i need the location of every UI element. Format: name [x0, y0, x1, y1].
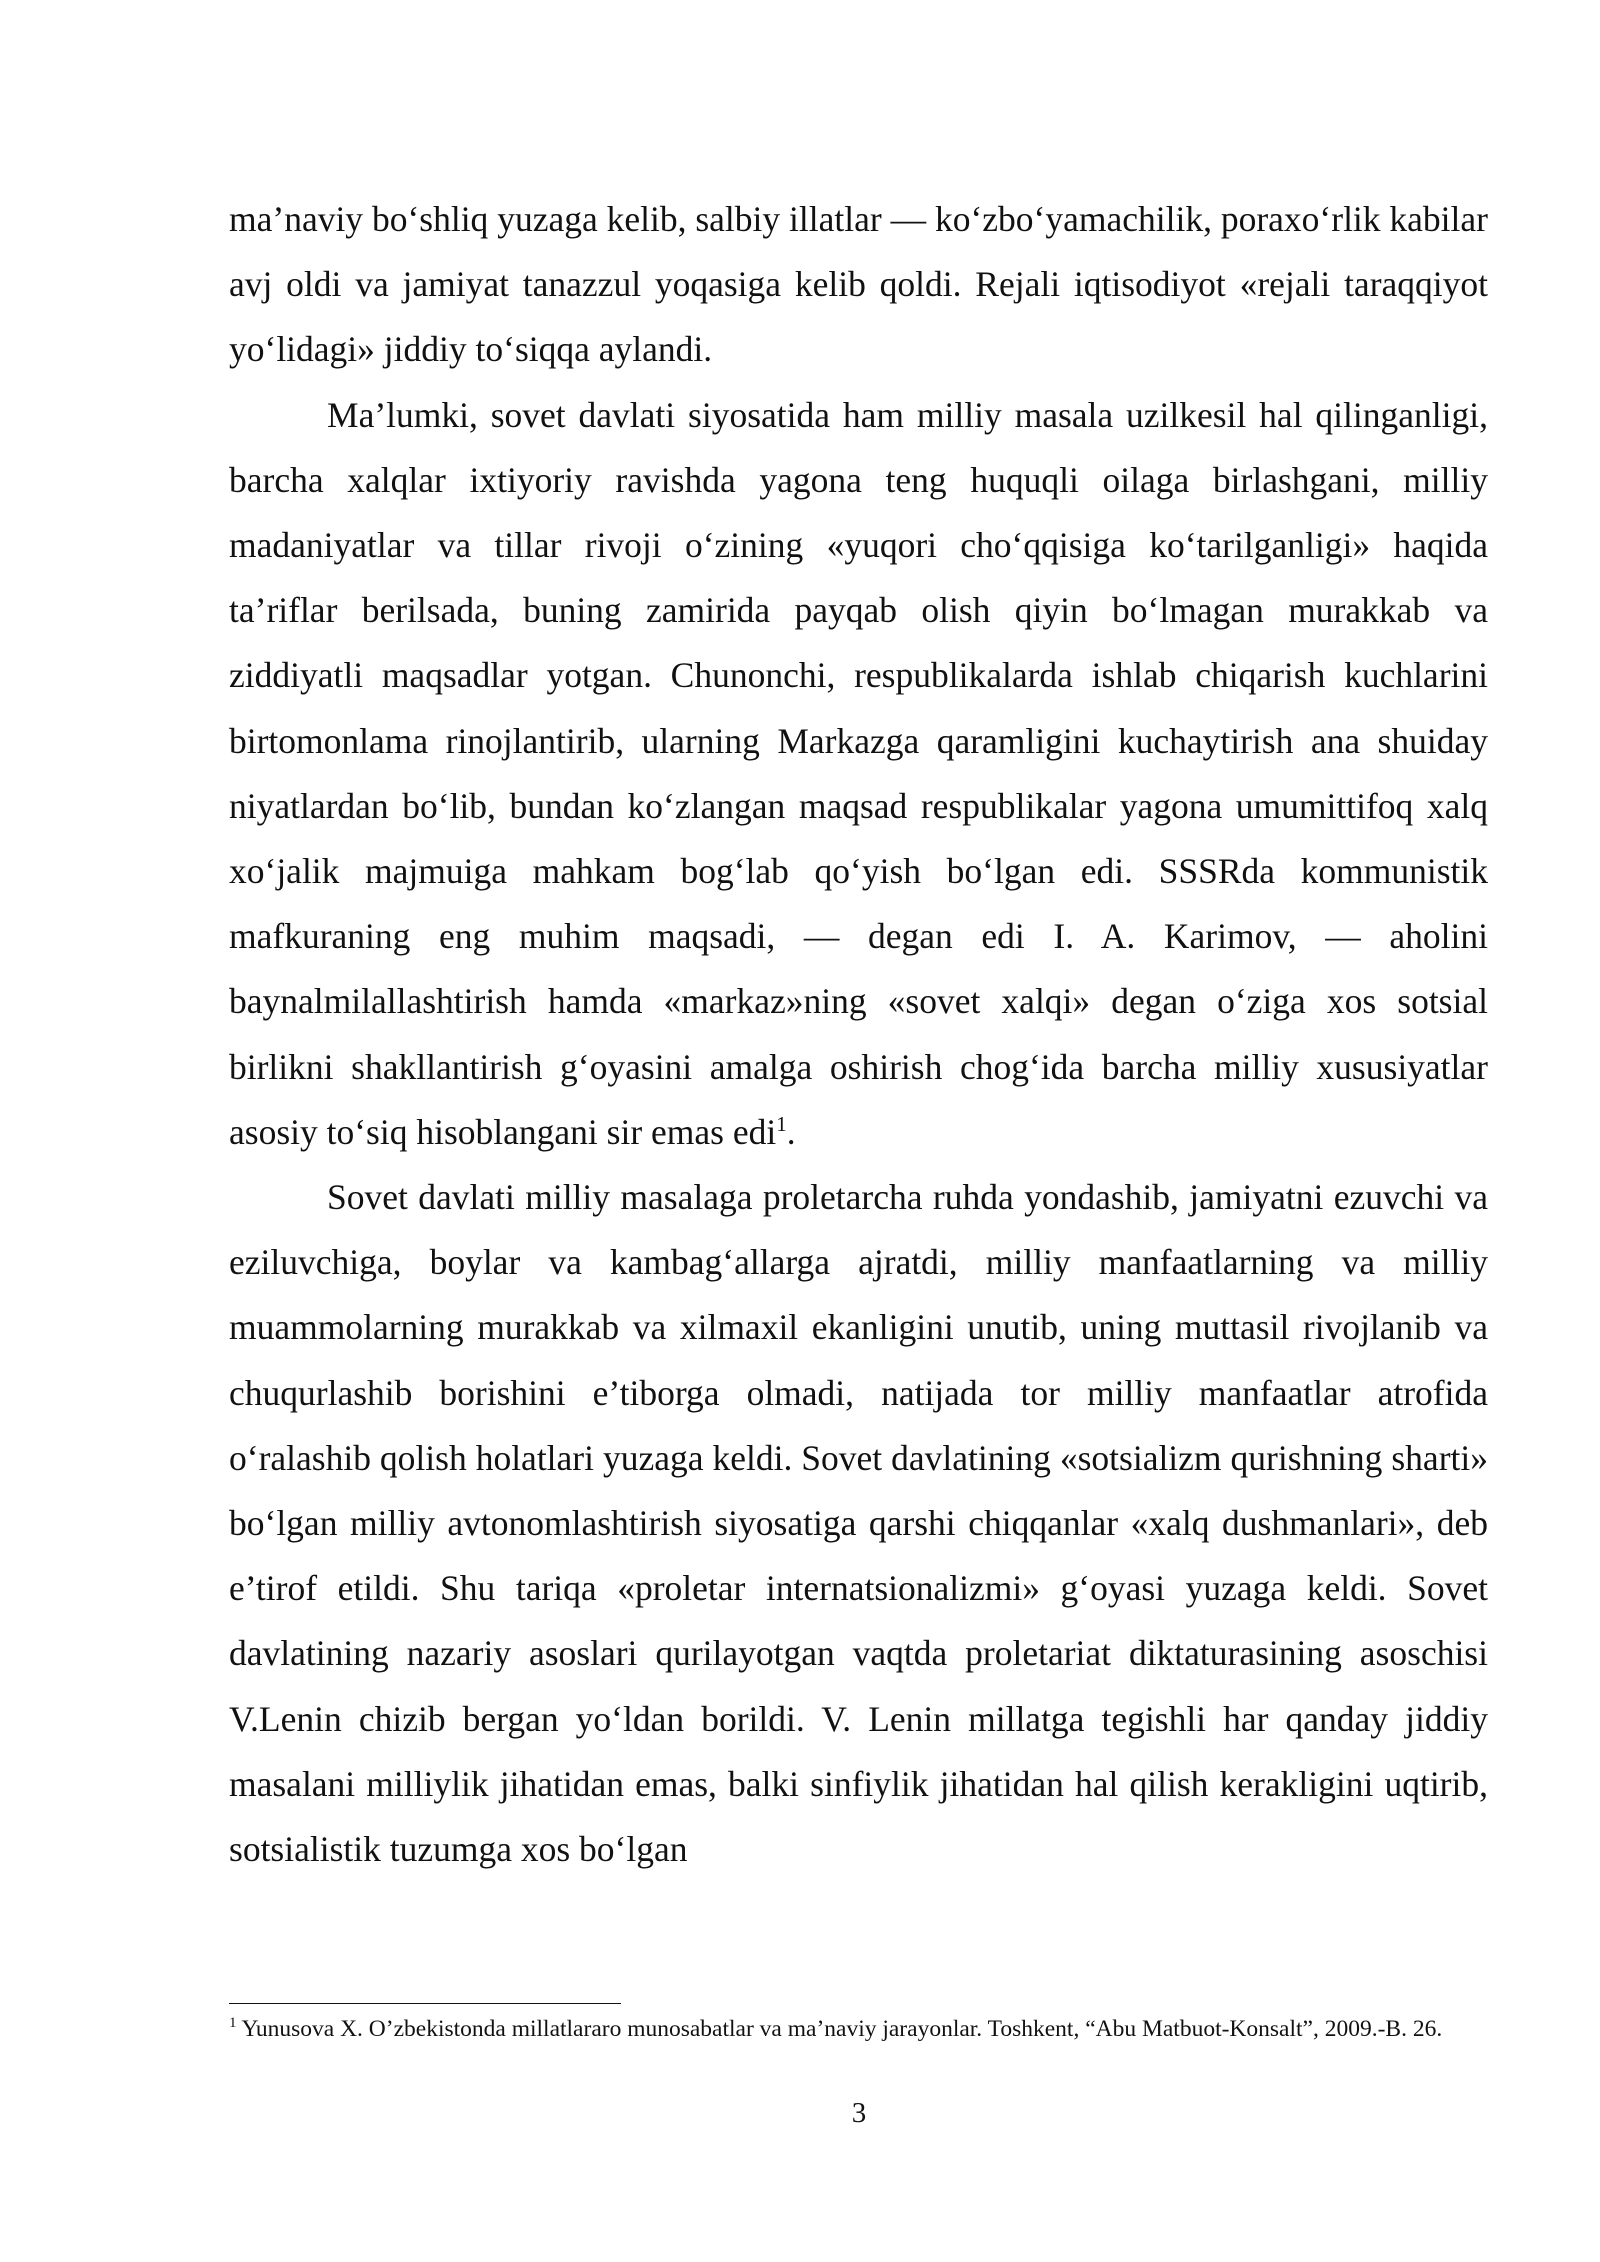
paragraph-1 — [229, 187, 1488, 383]
paragraph-2-tail: . — [786, 1111, 796, 1152]
paragraph-1-text: ma’naviy bo‘shliq yuzaga kelib, salbiy illatlar — ko‘zbo‘yamachilik, poraxo‘rlik kabilar avj oldi va jamiyat tanazzul yoqasiga kelib qoldi. Rejali iqtisodiyot «rejali taraqqiyot yo‘lidagi» jiddiy to‘siqqa aylandi. — [229, 199, 1488, 370]
footnote-marker: 1 — [229, 2015, 237, 2032]
body-text — [229, 187, 1488, 1882]
paragraph-2 — [229, 383, 1488, 1165]
paragraph-2-text: Ma’lumki, sovet davlati siyosatida ham milliy masala uzilkesil hal qilinganligi, barcha xalqlar ixtiyoriy ravishda yagona teng huquqli oilaga birlashgani, milliy madaniyatlar va tillar rivoji o‘zining «yuqori cho‘qqisiga ko‘tarilganligi» haqida ta’riflar berilsada, buning zamirida payqab olish qiyin bo‘lmagan murakkab va ziddiyatli maqsadlar yotgan. Chunonchi, respublikalarda ishlab chiqarish kuchlarini birtomonlama rinojlantirib, ularning Markazga qaramligini kuchaytirish ana shuiday niyatlardan bo‘lib, bundan ko‘zlangan maqsad respublikalar yagona umumittifoq xalq xo‘jalik majmuiga mahkam bog‘lab qo‘yish bo‘lgan edi. SSSRda kommunistik mafkuraning eng muhim maqsadi, — degan edi I. A. Karimov, — aholini baynalmilallashtirish hamda «markaz»ning «sovet xalqi» degan o‘ziga xos sotsial birlikni shakllantirish g‘oyasini amalga oshirish chog‘ida barcha milliy xususiyatlar asosiy to‘siq hisoblangani sir emas edi — [229, 394, 1488, 1152]
paragraph-3 — [229, 1165, 1488, 1882]
footnote — [229, 2014, 1488, 2044]
footnote-text: Yunusova X. O’zbekistonda millatlararo munosabatlar va ma’naviy jarayonlar. Toshkent, “Abu Matbuot-Konsalt”, 2009.-B. 26. — [236, 2016, 1443, 2042]
page-number: 3 — [851, 2097, 867, 2129]
paragraph-3-text: Sovet davlati milliy masalaga proletarcha ruhda yondashib, jamiyatni ezuvchi va eziluvchiga, boylar va kambag‘allarga ajratdi, milliy manfaatlarning va milliy muammolarning murakkab va xilmaxil ekanligini unutib, uning muttasil rivojlanib va chuqurlashib borishini e’tiborga olmadi, natijada tor milliy manfaatlar atrofida o‘ralashib qolish holatlari yuzaga keldi. Sovet davlatining «sotsializm qurishning sharti» bo‘lgan milliy avtonomlashtirish siyosatiga qarshi chiqqanlar «xalq dushmanlari», deb e’tirof etildi. Shu tariqa «proletar internatsionalizmi» g‘oyasi yuzaga keldi. Sovet davlatining nazariy asoslari qurilayotgan vaqtda proletariat diktaturasining asoschisi V.Lenin chizib bergan yo‘ldan borildi. V. Lenin millatga tegishli har qanday jiddiy masalani milliylik jihatidan emas, balki sinfiylik jihatidan hal qilish kerakligini uqtirib, sotsialistik tuzumga xos bo‘lgan — [229, 1177, 1488, 1870]
footnote-separator — [229, 2003, 621, 2004]
footnote-reference[interactable]: 1 — [776, 1112, 787, 1137]
